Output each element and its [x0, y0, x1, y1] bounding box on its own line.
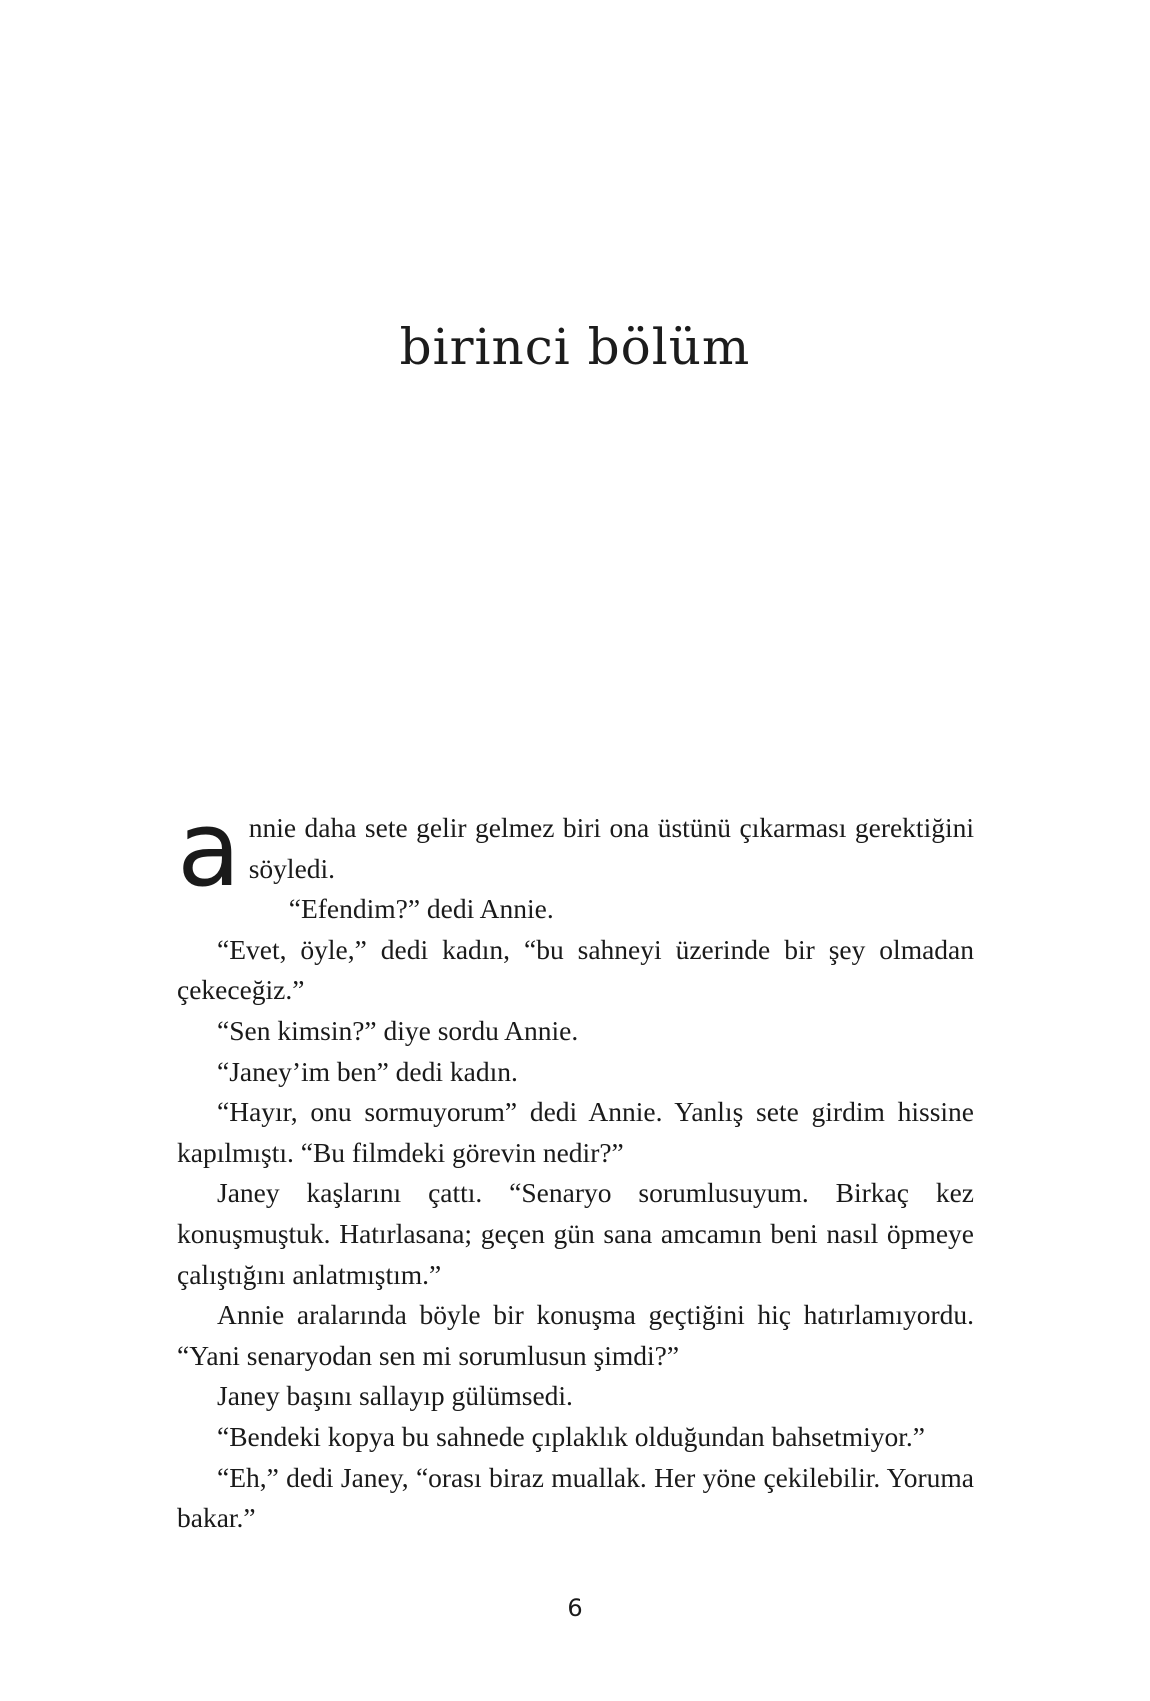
- paragraph-2: “Efendim?” dedi Annie.: [288, 893, 554, 925]
- paragraph-11: “Eh,” dedi Janey, “orası biraz muallak. Her yöne çekilebilir. Yoruma bakar.”: [177, 1461, 974, 1534]
- chapter-title: birinci bölüm: [399, 318, 751, 376]
- paragraph-3: “Evet, öyle,” dedi kadın, “bu sahneyi üzerinde bir şey olmadan çekeceğiz.”: [177, 933, 974, 1006]
- paragraph-text: nnie daha sete gelir gelmez biri ona üstünü çıkarması gerektiğini söyledi.: [248, 812, 974, 884]
- paragraph-5: “Janey’im ben” dedi kadın.: [217, 1055, 518, 1087]
- paragraph-4: “Sen kimsin?” diye sordu Annie.: [217, 1014, 579, 1046]
- paragraph-7: Janey kaşlarını çattı. “Senaryo sorumlusuyum. Birkaç kez konuşmuştuk. Hatırlasana; geçen gün sana amcamın beni nasıl öpmeye çalıştığını anlatmıştım.”: [177, 1177, 974, 1290]
- paragraph-8: Annie aralarında böyle bir konuşma geçtiğini hiç hatırlamıyordu. “Yani senaryodan sen mi sorumlusun şimdi?”: [177, 1299, 974, 1371]
- paragraph-10: “Bendeki kopya bu sahnede çıplaklık olduğundan bahsetmiyor.”: [217, 1420, 925, 1452]
- page-number: 6: [567, 1594, 583, 1622]
- paragraph-6: “Hayır, onu sormuyorum” dedi Annie. Yanlış sete girdim hissine kapılmıştı. “Bu filmdeki görevin nedir?”: [177, 1096, 974, 1168]
- drop-cap: a: [177, 788, 241, 910]
- paragraph-9: Janey başını sallayıp gülümsedi.: [217, 1380, 573, 1412]
- body-text: [177, 788, 974, 1539]
